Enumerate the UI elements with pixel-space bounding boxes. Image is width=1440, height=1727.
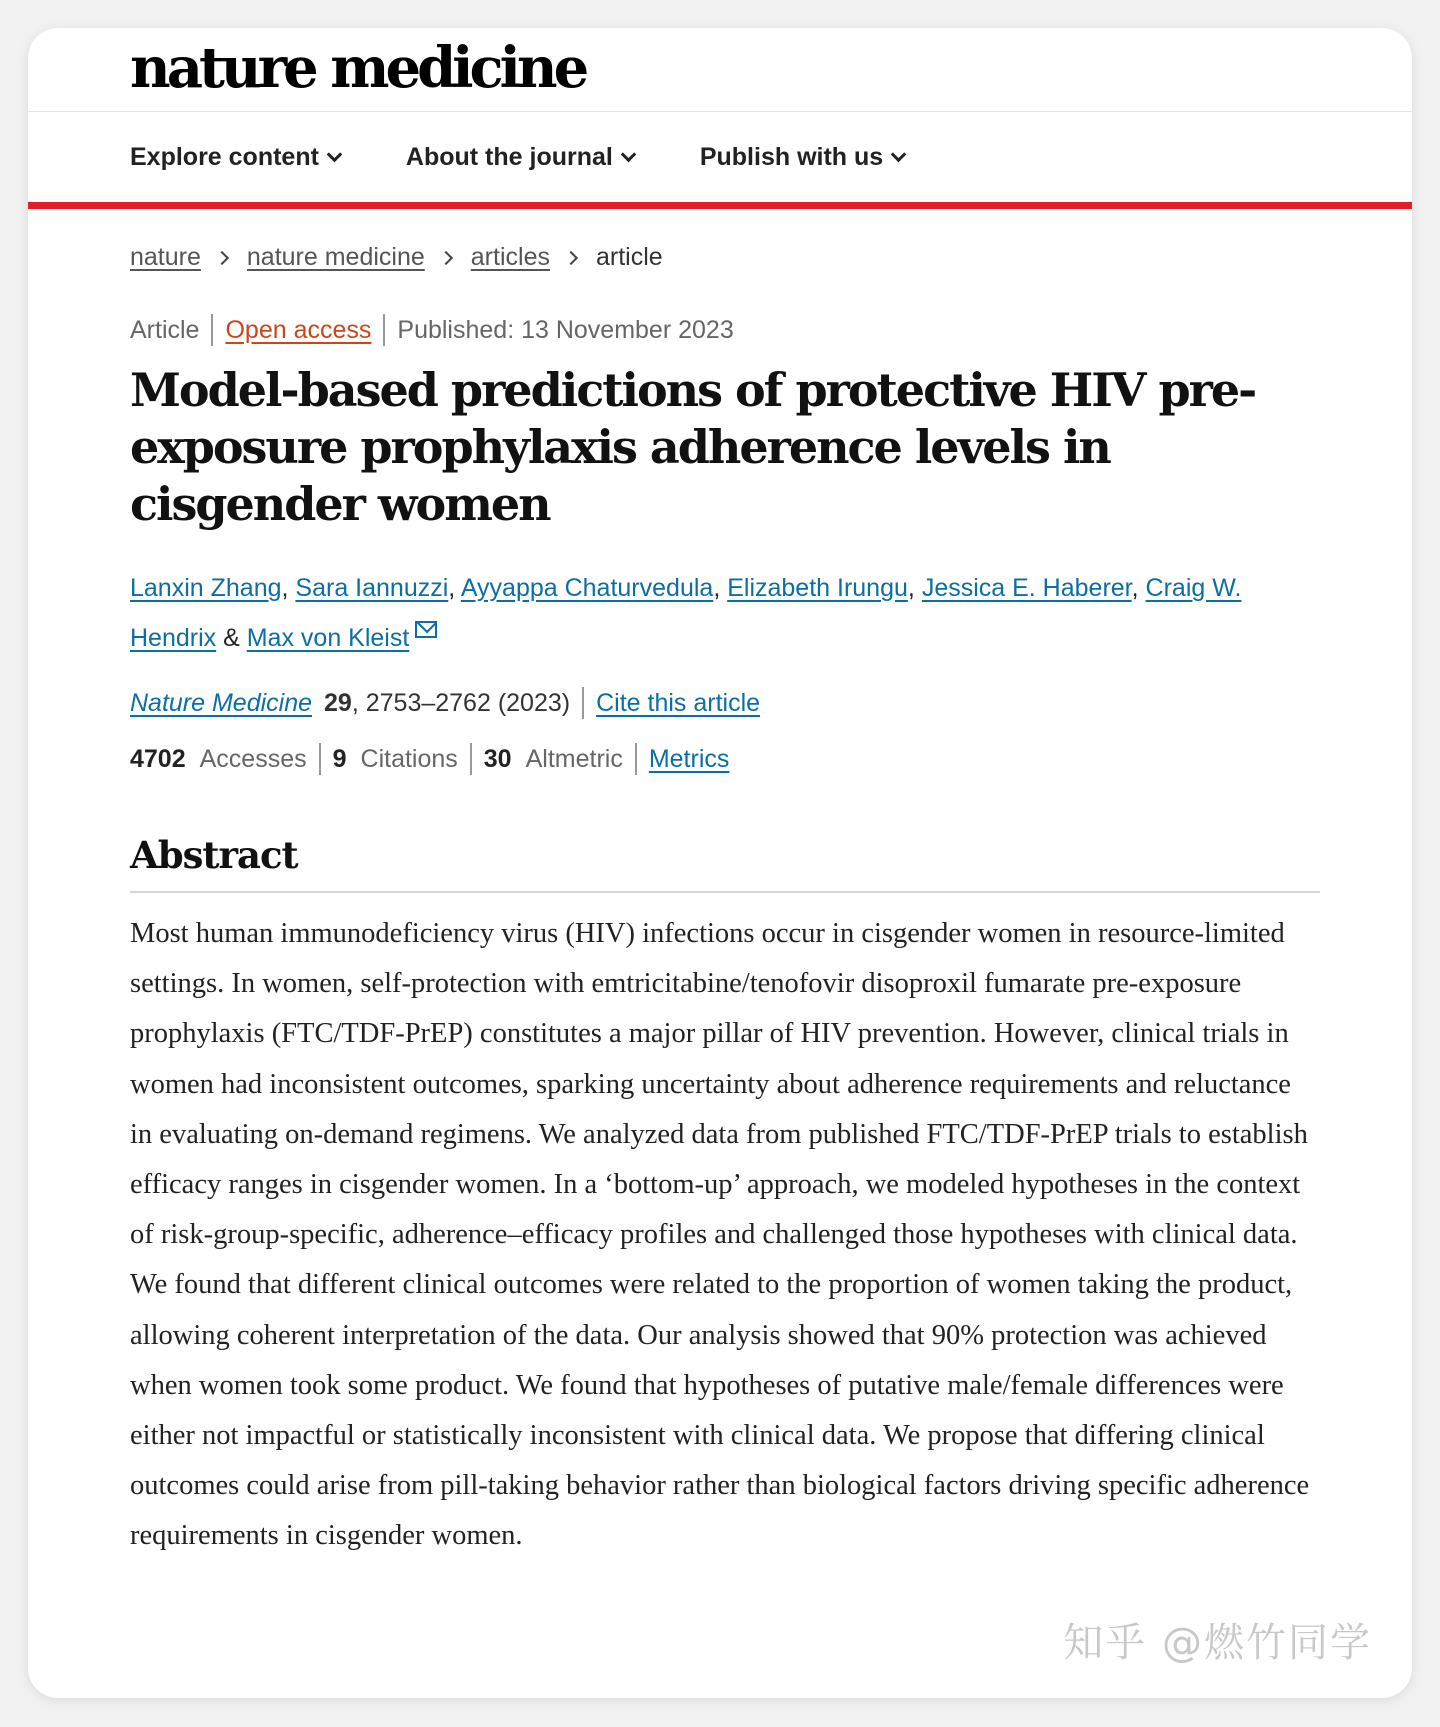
divider [635,743,637,775]
nav-explore-content[interactable] [130,143,340,172]
nav-accent-bar [28,202,1412,209]
accesses-count: 4702 [130,744,186,773]
article-meta [130,314,1322,346]
author-separator: , [713,574,728,602]
author-separator: & [216,624,247,652]
author-link[interactable]: Ayyappa Chaturvedula [460,574,714,602]
author-separator: , [448,574,461,602]
chevron-down-icon [327,146,343,162]
article-content [28,243,1412,1562]
nav-label: Explore content [130,142,319,171]
abstract-text: Most human immunodeficiency virus (HIV) infections occur in cisgender women in resource-limited settings. In women, self-protection with emtricitabine/tenofovir disoproxil fumarate pre-exposure prophylaxis (FTC/TDF-PrEP) constitutes a major pillar of HIV prevention. However, clinical trials in women had inconsistent outcomes, sparking uncertainty about adherence requirements and reluctance in evaluating on-demand regimens. We analyzed data from published FTC/TDF-PrEP trials to establish efficacy ranges in cisgender women. In a ‘bottom-up’ approach, we modeled hypotheses in the context of risk-group-specific, adherence–efficacy profiles and challenged those hypotheses with clinical data. We found that different clinical outcomes were related to the proportion of women taking the product, allowing coherent interpretation of the data. Our analysis showed that 90% protection was achieved when women took some product. We found that hypotheses of putative male/female differences were either not impactful or statistically inconsistent with clinical data. We propose that differing clinical outcomes could arise from pill-taking behavior rather than biological factors driving specific adherence requirements in cisgender women. [130,918,1310,1552]
chevron-right-icon [564,250,578,264]
breadcrumb-link-nature-medicine[interactable]: nature medicine [246,243,425,271]
citation-row [130,687,1322,719]
breadcrumb-link-articles[interactable]: articles [470,243,550,271]
citations-label: Citations [360,744,458,773]
divider [470,743,472,775]
citations-count: 9 [332,744,347,773]
watermark: 知乎 @燃竹同学 [1063,1620,1372,1666]
accesses-label: Accesses [199,744,307,773]
cite-this-article-link[interactable]: Cite this article [596,688,761,717]
author-link-corresponding[interactable]: Max von Kleist [246,624,410,652]
metrics-link[interactable]: Metrics [648,744,730,773]
divider [582,687,584,719]
divider [319,743,321,775]
author-link[interactable]: Jessica E. Haberer [921,574,1132,602]
open-access-link[interactable]: Open access [225,315,372,344]
author-separator: , [1131,574,1146,602]
nav-publish-with-us[interactable] [700,143,904,172]
email-icon[interactable] [415,621,437,638]
breadcrumb [130,243,1322,272]
main-nav [28,112,1412,202]
author-link[interactable]: Elizabeth Irungu [727,574,908,602]
breadcrumb-current: article [595,243,663,271]
abstract-heading: Abstract [130,833,1320,893]
volume: 29 [324,688,352,717]
author-list [130,563,1290,663]
author-separator: , [907,574,922,602]
article-page [28,28,1412,1698]
chevron-right-icon [215,250,229,264]
altmetric-count: 30 [483,744,512,773]
nav-about-journal[interactable] [406,143,634,172]
published-date: Published: 13 November 2023 [397,315,734,344]
journal-link[interactable]: Nature Medicine [130,688,313,717]
altmetric-label: Altmetric [525,744,623,773]
article-type: Article [130,315,200,344]
masthead [28,28,1412,112]
breadcrumb-link-nature[interactable]: nature [130,243,201,271]
journal-logo[interactable]: nature medicine [130,35,586,101]
chevron-down-icon [891,146,907,162]
author-separator: , [281,574,296,602]
nav-label: Publish with us [699,142,884,171]
chevron-right-icon [439,250,453,264]
author-link[interactable]: Craig W. Hendrix [130,574,1242,652]
nav-label: About the journal [405,142,613,171]
author-link[interactable]: Sara Iannuzzi [295,574,449,602]
author-link[interactable]: Lanxin Zhang [130,574,282,602]
divider [211,314,213,346]
metrics-row [130,743,1322,775]
divider [383,314,385,346]
pages-year: , 2753–2762 (2023) [351,688,571,717]
chevron-down-icon [621,146,637,162]
article-title: Model-based predictions of protective HIV pre-exposure prophylaxis adherence levels in cisgender women [130,363,1256,531]
